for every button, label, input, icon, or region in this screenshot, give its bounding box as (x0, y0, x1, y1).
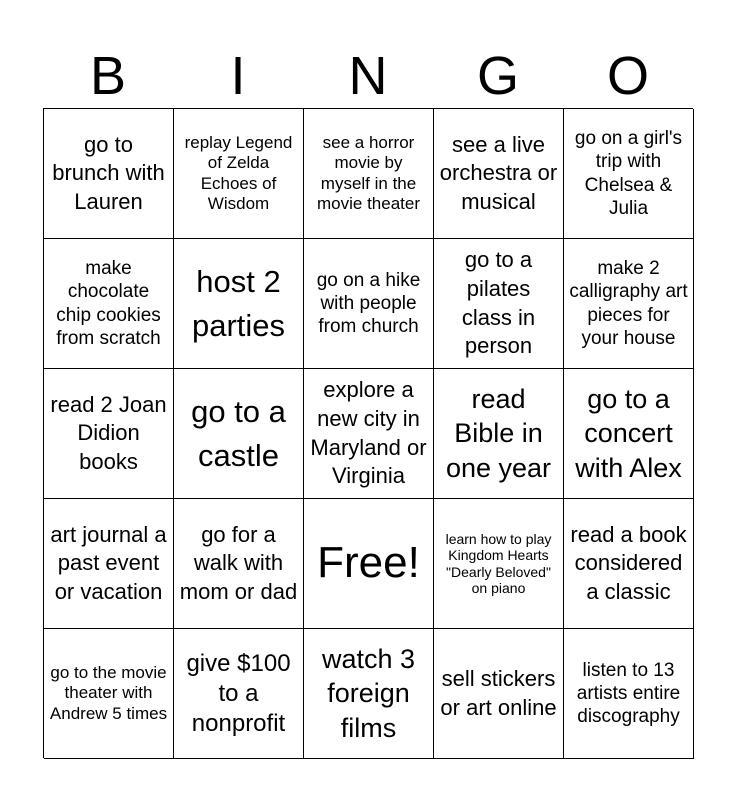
cell-text: go on a girl's trip with Chelsea & Julia (574, 128, 683, 219)
bingo-cell[interactable] (44, 629, 174, 759)
bingo-cell[interactable] (304, 239, 434, 369)
bingo-cell-free[interactable] (304, 499, 434, 629)
bingo-cell[interactable] (44, 369, 174, 499)
bingo-cell[interactable] (174, 629, 304, 759)
free-space-text: Free! (317, 538, 420, 588)
bingo-cell[interactable] (304, 629, 434, 759)
bingo-cell[interactable] (174, 239, 304, 369)
cell-text: give $100 to a nonprofit (186, 649, 291, 737)
bingo-cell[interactable] (434, 369, 564, 499)
bingo-cell[interactable] (564, 109, 694, 239)
cell-text: replay Legend of Zelda Echoes of Wisdom (184, 133, 293, 213)
bingo-cell[interactable] (174, 499, 304, 629)
cell-text: make 2 calligraphy art pieces for your house (569, 258, 688, 349)
bingo-cell[interactable] (304, 109, 434, 239)
cell-text: host 2 parties (191, 264, 286, 343)
cell-text: art journal a past event or vacation (50, 521, 167, 604)
bingo-cell[interactable] (44, 499, 174, 629)
cell-text: read 2 Joan Didion books (50, 391, 167, 474)
bingo-cell[interactable] (434, 629, 564, 759)
cell-text: make chocolate chip cookies from scratch (56, 258, 161, 349)
cell-text: listen to 13 artists entire discography (576, 659, 681, 728)
cell-text: sell stickers or art online (440, 665, 557, 720)
header-letter-i: I (230, 46, 246, 106)
cell-text: go to a concert with Alex (575, 384, 682, 483)
cell-text: go to brunch with Lauren (52, 131, 165, 214)
bingo-cell[interactable] (564, 499, 694, 629)
cell-text: go to a castle (191, 394, 286, 473)
header-letter-o: O (606, 46, 649, 106)
bingo-header (43, 44, 693, 108)
cell-text: watch 3 foreign films (321, 644, 416, 743)
bingo-cell[interactable] (564, 239, 694, 369)
bingo-board (43, 108, 693, 758)
cell-text: see a live orchestra or musical (439, 131, 558, 214)
header-letter-b: B (89, 46, 127, 106)
cell-text: learn how to play Kingdom Hearts "Dearly Beloved" on piano (445, 530, 552, 596)
bingo-cell[interactable] (44, 239, 174, 369)
bingo-cell[interactable] (434, 499, 564, 629)
header-letter-g: G (476, 46, 519, 106)
cell-text: read Bible in one year (445, 384, 552, 483)
bingo-cell[interactable] (564, 369, 694, 499)
cell-text: go to the movie theater with Andrew 5 times (49, 663, 168, 723)
bingo-cell[interactable] (304, 369, 434, 499)
bingo-cell[interactable] (434, 109, 564, 239)
cell-text: go for a walk with mom or dad (179, 521, 298, 604)
cell-text: read a book considered a classic (570, 521, 687, 604)
bingo-cell[interactable] (564, 629, 694, 759)
cell-text: go to a pilates class in person (461, 247, 536, 359)
header-letter-n: N (348, 46, 388, 106)
bingo-cell[interactable] (174, 369, 304, 499)
bingo-cell[interactable] (44, 109, 174, 239)
bingo-cell[interactable] (434, 239, 564, 369)
cell-text: go on a hike with people from church (316, 269, 421, 338)
cell-text: see a horror movie by myself in the movie theater (317, 133, 420, 213)
cell-text: explore a new city in Maryland or Virginia (310, 377, 427, 489)
bingo-cell[interactable] (174, 109, 304, 239)
